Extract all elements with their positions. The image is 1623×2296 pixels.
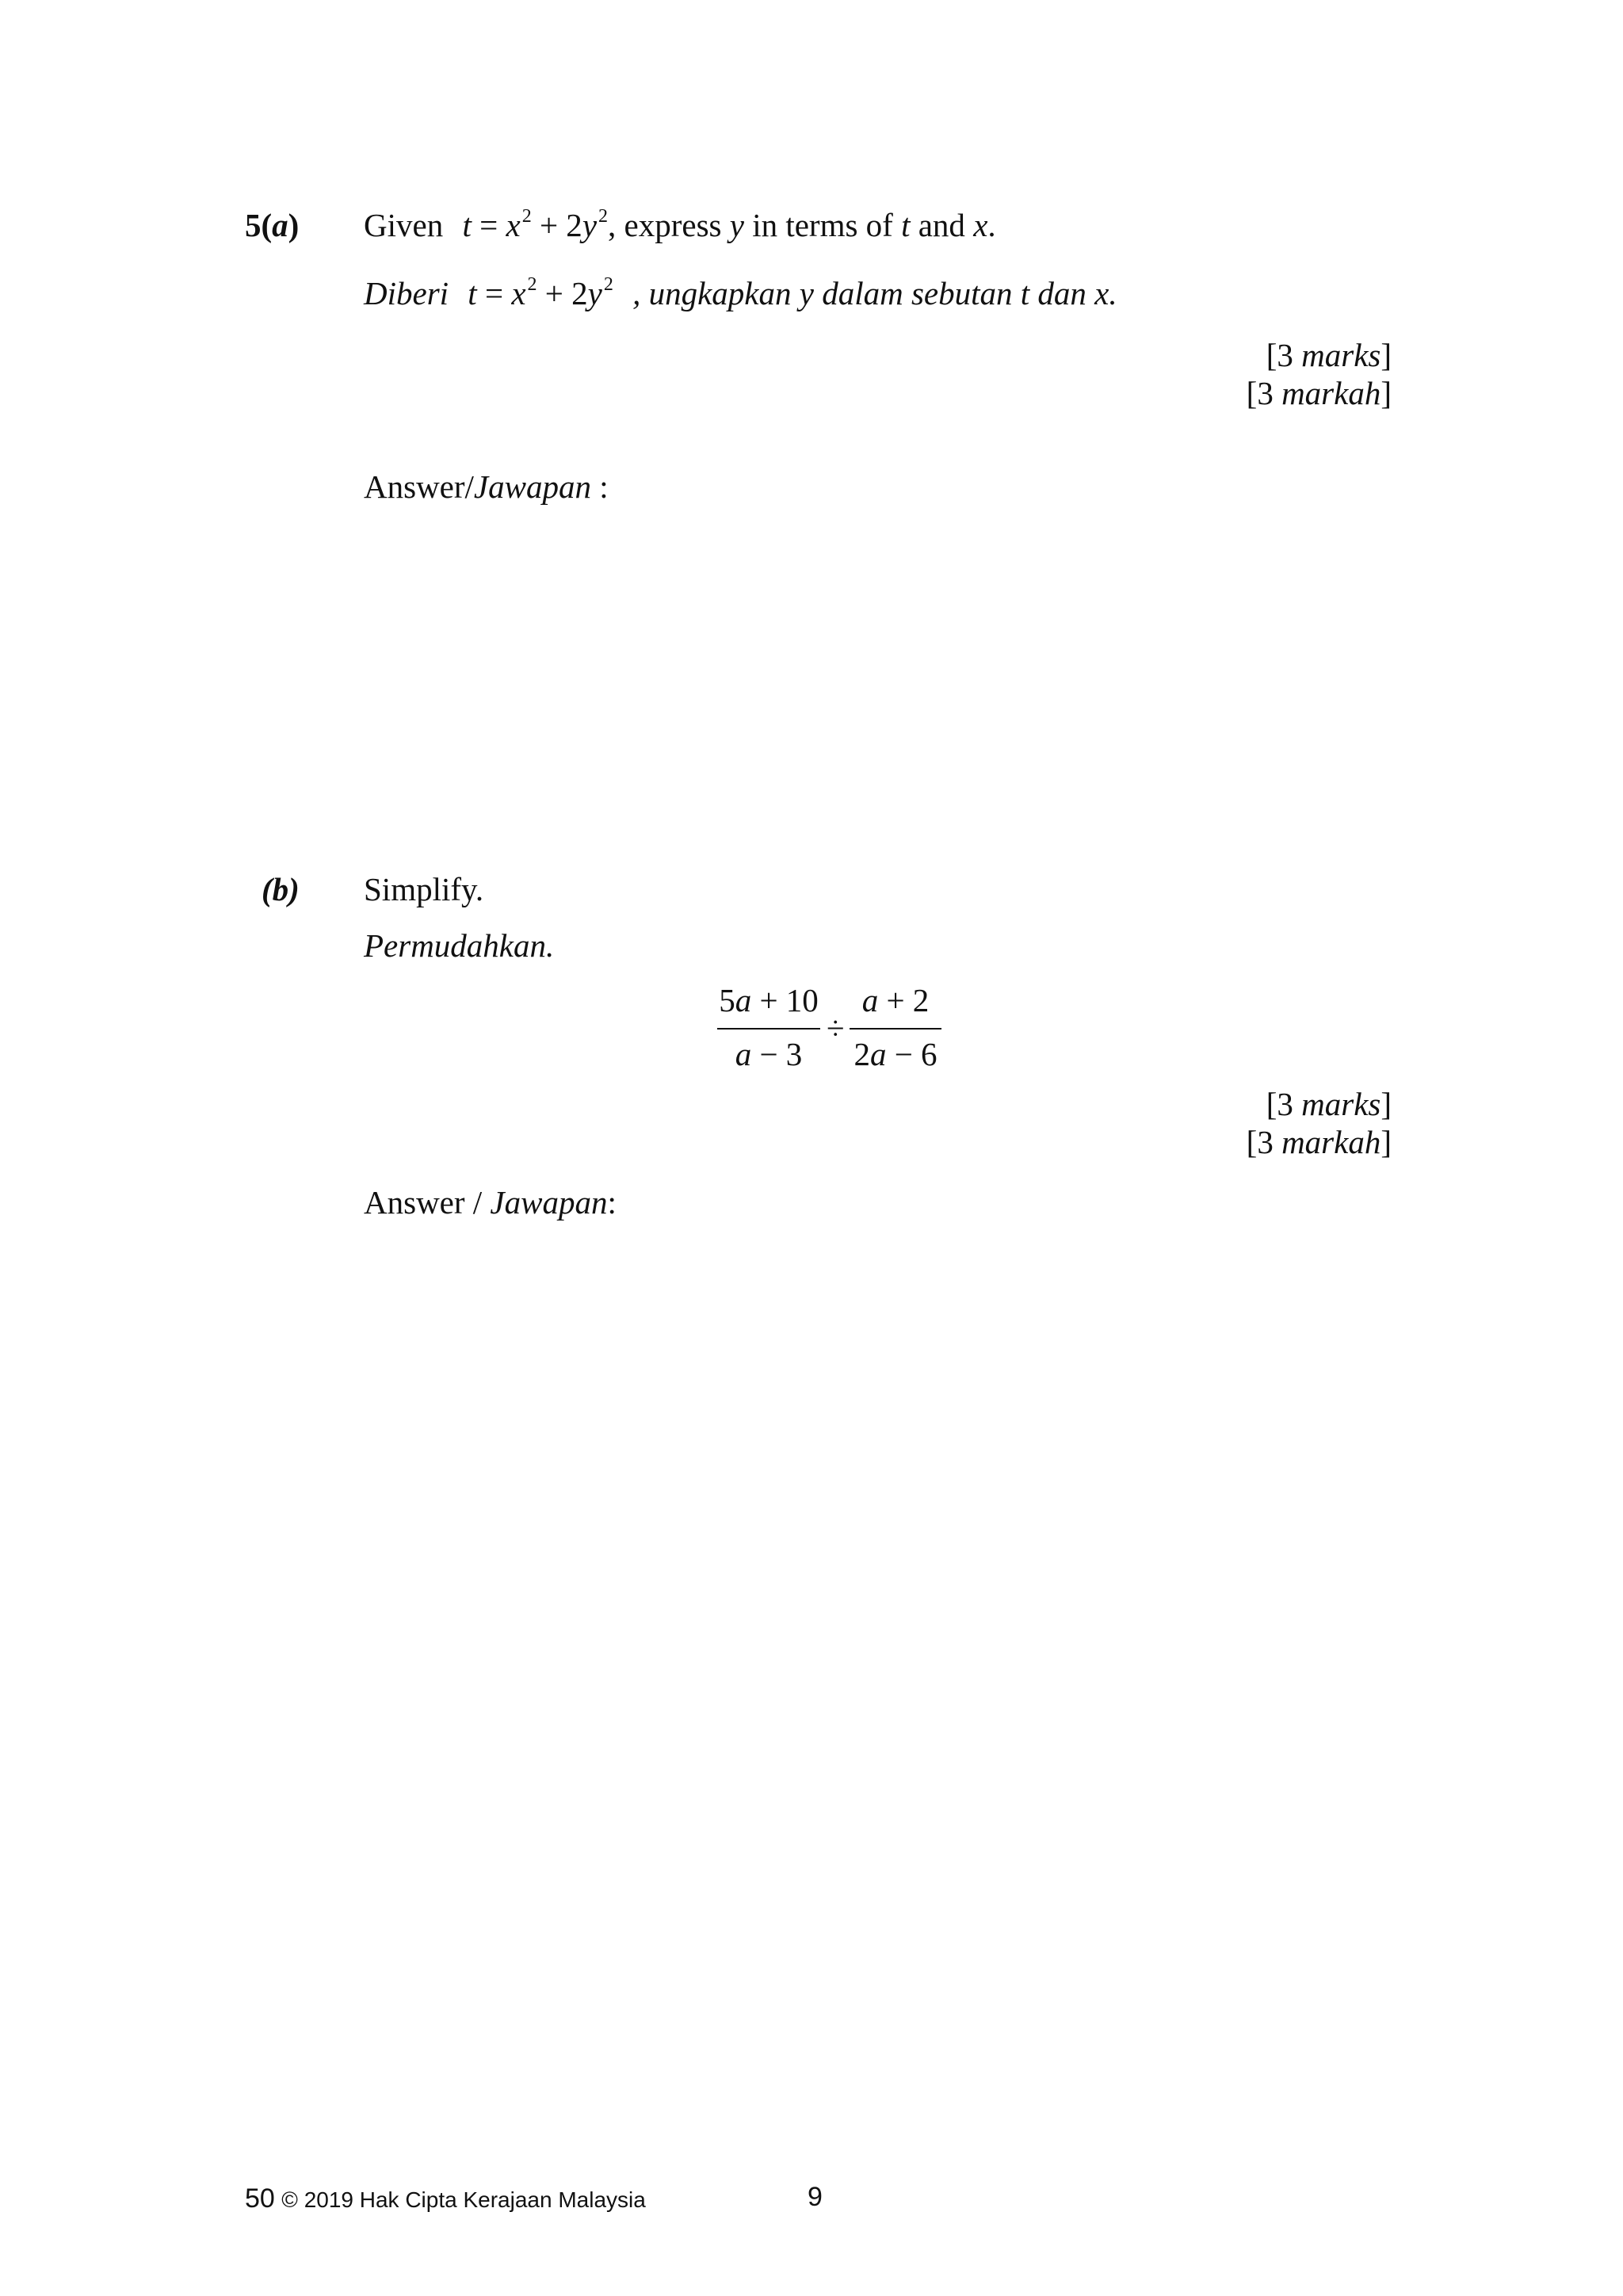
markah-label-5b: [3 markah] bbox=[1246, 1124, 1392, 1160]
equation-t-equals-x2-plus-2y2: $t = x^2 + 2y^2$ bbox=[462, 206, 609, 243]
fraction-2 bbox=[850, 984, 941, 1072]
permudahkan-instruction: Permudahkan. bbox=[364, 927, 555, 964]
answer-space-5b[interactable] bbox=[364, 1236, 1394, 2108]
question-5a-malay-statement bbox=[364, 274, 1117, 311]
marks-label-5a: [3 marks] bbox=[1266, 337, 1392, 373]
division-sign: ÷ bbox=[827, 1010, 845, 1046]
question-5a-english-statement: Given $t = x^2 + 2y^2$, express y in terms of t and x. bbox=[364, 206, 996, 243]
malay-instruction-tail: , ungkapkan y dalam sebutan t dan x. bbox=[632, 275, 1117, 311]
page-number: 9 bbox=[808, 2182, 823, 2212]
markah-label-5a: [3 markah] bbox=[1246, 375, 1392, 411]
fraction-2-numerator: a + 2 bbox=[861, 982, 930, 1018]
question-number-5a: 5(a) bbox=[245, 207, 300, 243]
fraction-2-denominator: 2a − 6 bbox=[854, 1036, 938, 1072]
fraction-1-denominator: a − 3 bbox=[735, 1036, 803, 1072]
paper-code: 50 bbox=[245, 2183, 275, 2214]
fraction-1-numerator: 5a + 10 bbox=[719, 982, 819, 1018]
given-label: Given bbox=[364, 207, 444, 243]
marks-label-5b: [3 marks] bbox=[1266, 1086, 1392, 1122]
page-footer bbox=[245, 2183, 646, 2214]
answer-label-5a: Answer/Jawapan : bbox=[364, 468, 609, 505]
answer-space-5a[interactable] bbox=[364, 523, 1394, 840]
diberi-label: Diberi bbox=[364, 275, 449, 311]
copyright-notice: © 2019 Hak Cipta Kerajaan Malaysia bbox=[281, 2187, 646, 2212]
fraction-1-bar bbox=[717, 1028, 820, 1030]
answer-label-5b: Answer / Jawapan: bbox=[364, 1184, 617, 1221]
simplify-instruction: Simplify. bbox=[364, 871, 484, 907]
question-number-5b: (b) bbox=[262, 871, 300, 907]
fraction-1 bbox=[717, 984, 820, 1072]
equation-t-equals-x2-plus-2y2-malay: $t = x^2 + 2y^2$ bbox=[468, 274, 613, 311]
fraction-2-bar bbox=[850, 1028, 941, 1030]
